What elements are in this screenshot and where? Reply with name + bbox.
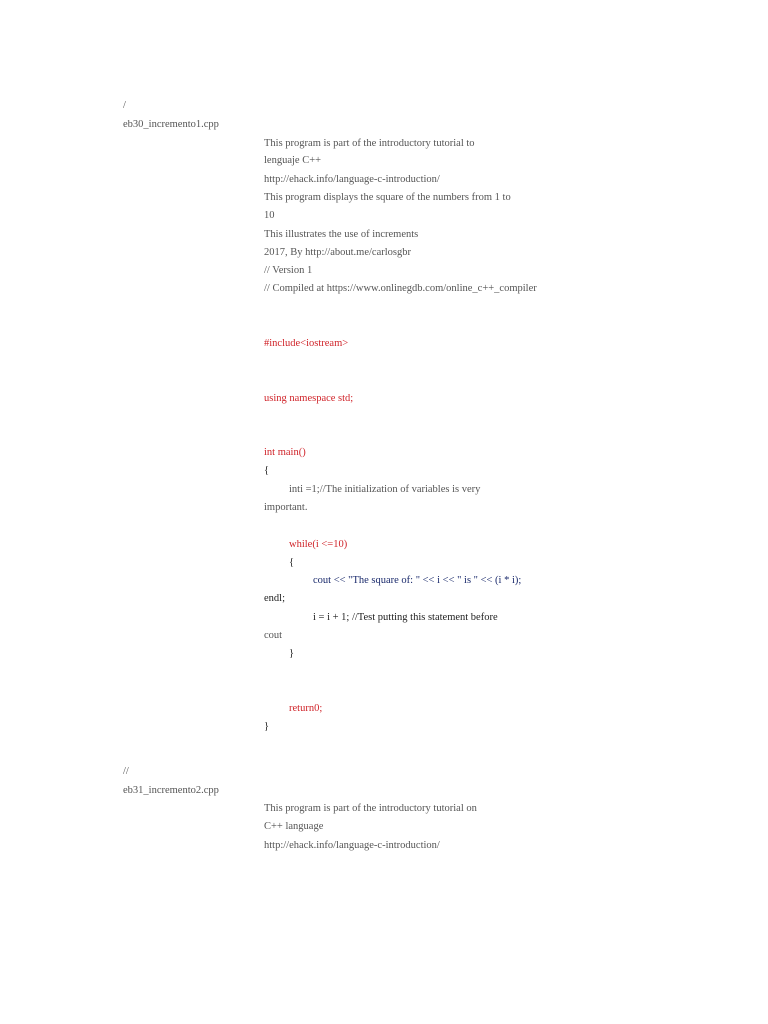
file1-comment-line: 10 <box>264 210 275 221</box>
file2-filename: eb31_incremento2.cpp <box>123 785 219 796</box>
file1-filename: eb30_incremento1.cpp <box>123 119 219 130</box>
include-directive: #include<iostream> <box>264 338 349 349</box>
main-brace-close: } <box>264 721 270 732</box>
init-statement-cont: important. <box>264 502 308 513</box>
main-signature: int main() <box>264 447 306 458</box>
increment-statement-cont: cout <box>264 630 283 641</box>
return-statement: return0; <box>289 703 323 714</box>
file1-comment-line: lenguaje C++ <box>264 155 322 166</box>
file1-comment-line: This illustrates the use of increments <box>264 229 419 240</box>
file2-comment-line: http://ehack.info/language-c-introduction/ <box>264 840 440 851</box>
cout-statement-cont: endl; <box>264 593 285 604</box>
main-brace-open: { <box>264 465 270 476</box>
increment-statement: i = i + 1; //Test putting this statement before <box>313 612 498 623</box>
file2-comment-line: C++ language <box>264 821 324 832</box>
file1-comment-line: // Compiled at https://www.onlinegdb.com/online_c++_compiler <box>264 283 537 294</box>
while-brace-open: { <box>289 557 295 568</box>
file1-comment-line: This program displays the square of the numbers from 1 to <box>264 192 511 203</box>
file1-comment-line: http://ehack.info/language-c-introduction/ <box>264 174 440 185</box>
file2-comment-line: This program is part of the introductory tutorial on <box>264 803 477 814</box>
init-statement: inti =1;//The initialization of variables is very <box>289 484 481 495</box>
cout-statement: cout << "The square of: " << i << " is " << (i * i); <box>313 575 522 586</box>
while-statement: while(i <=10) <box>289 539 348 550</box>
file1-comment-line: // Version 1 <box>264 265 313 276</box>
file1-comment-line: 2017, By http://about.me/carlosgbr <box>264 247 411 258</box>
file2-slash: // <box>123 766 129 777</box>
file1-slash: / <box>123 100 126 111</box>
namespace-statement: using namespace std; <box>264 393 354 404</box>
file1-comment-line: This program is part of the introductory tutorial to <box>264 138 475 149</box>
while-brace-close: } <box>289 648 295 659</box>
